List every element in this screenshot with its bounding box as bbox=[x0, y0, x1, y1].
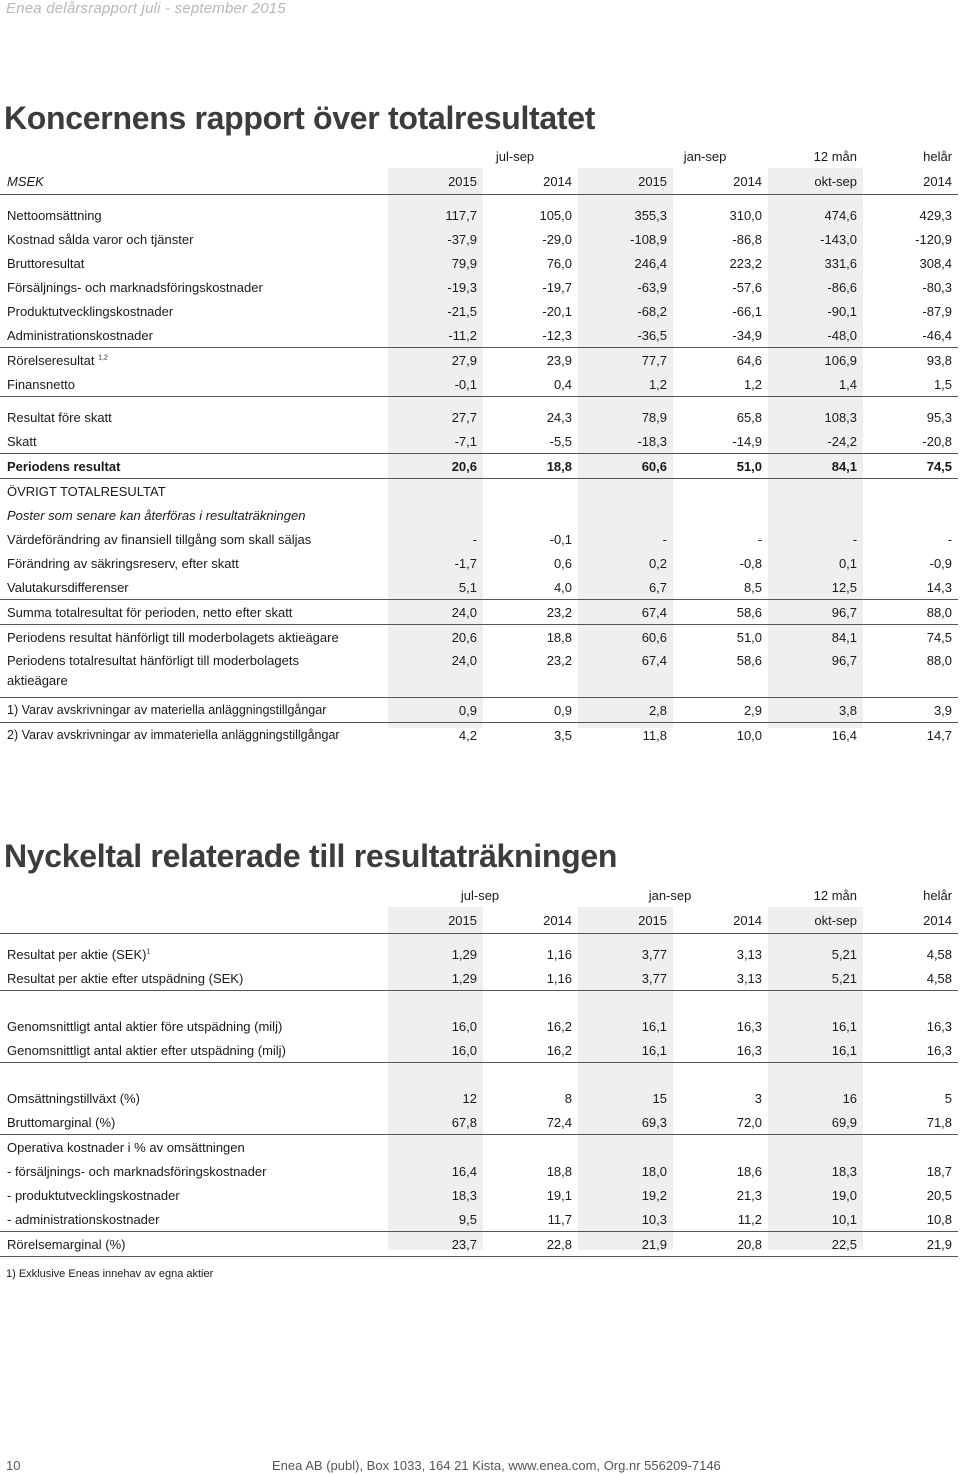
cell: 1,29 bbox=[388, 966, 483, 991]
cell: -34,9 bbox=[732, 327, 763, 343]
cell: 3,77 bbox=[641, 946, 668, 962]
period-header: jan-sep bbox=[648, 888, 692, 903]
row-label: Periodens resultat bbox=[0, 454, 388, 479]
cell: 16,1 bbox=[768, 1038, 863, 1063]
row-label: 1) Varav avskrivningar av materiella anläggningstillgångar bbox=[0, 698, 388, 723]
cell: -20,8 bbox=[863, 429, 958, 454]
footer-address: Enea AB (publ), Box 1033, 164 21 Kista, www.enea.com, Org.nr 556209-7146 bbox=[272, 1458, 721, 1473]
kpi-footnote: 1) Exklusive Eneas innehav av egna aktier bbox=[6, 1268, 214, 1280]
row-label: Nettoomsättning bbox=[7, 207, 102, 223]
cell: 223,2 bbox=[729, 255, 763, 271]
cell: 65,8 bbox=[736, 409, 763, 425]
table-row bbox=[0, 405, 958, 429]
cell: -63,9 bbox=[637, 279, 668, 295]
cell: -36,5 bbox=[637, 327, 668, 343]
cell: 308,4 bbox=[919, 255, 953, 271]
period-header: helår bbox=[923, 149, 953, 164]
cell: 18,6 bbox=[736, 1163, 763, 1179]
cell: 21,3 bbox=[736, 1187, 763, 1203]
row-label: Valutakursdifferenser bbox=[0, 575, 388, 600]
cell: 1,16 bbox=[483, 966, 578, 991]
table-row bbox=[0, 575, 958, 600]
table-row bbox=[0, 625, 958, 650]
cell: 5,1 bbox=[388, 575, 483, 600]
cell: - bbox=[662, 531, 668, 547]
cell: 84,1 bbox=[768, 454, 863, 479]
cell: 3,13 bbox=[673, 966, 768, 991]
cell: 0,1 bbox=[838, 555, 858, 571]
cell: 14,3 bbox=[863, 575, 958, 600]
year-header-row bbox=[0, 169, 958, 195]
cell: 0,6 bbox=[553, 555, 573, 571]
cell: 4,58 bbox=[863, 966, 958, 991]
cell: -86,8 bbox=[732, 231, 763, 247]
cell: 246,4 bbox=[634, 255, 668, 271]
cell: 0,2 bbox=[648, 555, 668, 571]
table-row bbox=[0, 454, 958, 479]
table-row bbox=[0, 275, 958, 299]
cell: -0,1 bbox=[388, 372, 483, 397]
row-label: Administrationskostnader bbox=[7, 327, 153, 343]
row-label: Periodens resultat hänförligt till moderbolagets aktieägare bbox=[7, 629, 339, 645]
cell: 6,7 bbox=[578, 575, 673, 600]
cell: 1,16 bbox=[546, 946, 573, 962]
cell: 79,9 bbox=[451, 255, 477, 271]
cell: -5,5 bbox=[483, 429, 578, 454]
row-label: Resultat per aktie efter utspädning (SEK) bbox=[0, 966, 388, 991]
row-label: Poster som senare kan återföras i resultaträkningen bbox=[7, 507, 306, 523]
cell: 1,29 bbox=[451, 946, 477, 962]
cell: 60,6 bbox=[578, 454, 673, 479]
cell: 105,0 bbox=[539, 207, 573, 223]
income-statement-table bbox=[0, 144, 958, 747]
cell: 5,21 bbox=[831, 946, 858, 962]
cell: -80,3 bbox=[922, 279, 953, 295]
cell: 23,2 bbox=[483, 600, 578, 625]
year-header: 2014 bbox=[673, 169, 768, 195]
cell: 16,2 bbox=[483, 1038, 578, 1063]
cell: 20,6 bbox=[451, 629, 477, 645]
cell: 18,7 bbox=[926, 1163, 953, 1179]
unit-label: MSEK bbox=[0, 169, 388, 195]
row-label: - försäljnings- och marknadsföringskostnader bbox=[7, 1163, 267, 1179]
cell: 8 bbox=[564, 1090, 573, 1106]
cell: -108,9 bbox=[630, 231, 668, 247]
cell: 18,8 bbox=[546, 1163, 573, 1179]
cell: 1,2 bbox=[578, 372, 673, 397]
cell: 21,9 bbox=[863, 1232, 958, 1257]
table-row bbox=[0, 251, 958, 275]
cell: 19,1 bbox=[546, 1187, 573, 1203]
cell: 3,13 bbox=[736, 946, 763, 962]
row-label: Produktutvecklingskostnader bbox=[7, 303, 174, 319]
cell: 88,0 bbox=[863, 600, 958, 625]
cell: 5,21 bbox=[768, 966, 863, 991]
cell: -143,0 bbox=[820, 231, 858, 247]
year-header: 2014 bbox=[483, 169, 578, 195]
cell: 64,6 bbox=[673, 348, 768, 373]
year-header: 2014 bbox=[483, 908, 578, 934]
cell: 117,7 bbox=[445, 207, 477, 223]
cell: 16,3 bbox=[926, 1018, 953, 1034]
table-row bbox=[0, 299, 958, 323]
cell: 23,2 bbox=[483, 649, 578, 698]
cell: 10,3 bbox=[578, 1207, 673, 1232]
cell: 355,3 bbox=[634, 207, 668, 223]
year-header: 2015 bbox=[578, 908, 673, 934]
cell: 18,8 bbox=[483, 454, 578, 479]
cell: 4,58 bbox=[926, 946, 953, 962]
cell: -1,7 bbox=[454, 555, 477, 571]
row-label: Genomsnittligt antal aktier före utspädning (milj) bbox=[7, 1018, 283, 1034]
cell: -90,1 bbox=[827, 303, 858, 319]
cell: 74,5 bbox=[926, 629, 953, 645]
cell: 95,3 bbox=[926, 409, 953, 425]
cell: 3,77 bbox=[578, 966, 673, 991]
year-header: 2015 bbox=[388, 169, 483, 195]
cell: -19,3 bbox=[447, 279, 477, 295]
cell: 93,8 bbox=[863, 348, 958, 373]
cell: 106,9 bbox=[768, 348, 863, 373]
row-label: Omsättningstillväxt (%) bbox=[7, 1090, 140, 1106]
row-label: Förändring av säkringsreserv, efter skatt bbox=[7, 555, 239, 571]
table-row bbox=[0, 527, 958, 551]
cell: -48,0 bbox=[827, 327, 858, 343]
cell: 10,0 bbox=[736, 727, 763, 743]
row-label: Skatt bbox=[0, 429, 388, 454]
year-header: 2014 bbox=[673, 908, 768, 934]
year-header-row bbox=[0, 908, 958, 934]
row-label: - administrationskostnader bbox=[0, 1207, 388, 1232]
cell: 8,5 bbox=[673, 575, 768, 600]
cell: 16,1 bbox=[641, 1018, 668, 1034]
cell: -68,2 bbox=[637, 303, 668, 319]
row-label: Resultat per aktie (SEK)$^1$ bbox=[7, 946, 151, 962]
row-label: Summa totalresultat för perioden, netto efter skatt bbox=[0, 600, 388, 625]
period-header-row bbox=[0, 883, 958, 908]
cell: 58,6 bbox=[673, 649, 768, 698]
cell: 51,0 bbox=[736, 629, 763, 645]
table-row bbox=[0, 429, 958, 454]
cell: - bbox=[472, 531, 477, 547]
cell: - bbox=[852, 531, 858, 547]
cell: 96,7 bbox=[768, 649, 863, 698]
cell: -11,2 bbox=[448, 327, 477, 343]
cell: -7,1 bbox=[388, 429, 483, 454]
cell: 60,6 bbox=[641, 629, 668, 645]
cell: 67,4 bbox=[578, 649, 673, 698]
table-row bbox=[0, 966, 958, 991]
cell: -14,9 bbox=[673, 429, 768, 454]
row-label: Rörelseresultat $^{1,2}$ bbox=[0, 348, 388, 373]
table-row bbox=[0, 1135, 958, 1160]
cell: -46,4 bbox=[922, 327, 953, 343]
cell: 18,0 bbox=[641, 1163, 668, 1179]
cell: 51,0 bbox=[673, 454, 768, 479]
cell: 4,0 bbox=[483, 575, 578, 600]
page-number: 10 bbox=[6, 1458, 21, 1473]
row-label: - produktutvecklingskostnader bbox=[7, 1187, 180, 1203]
row-label: Rörelsemarginal (%) bbox=[0, 1232, 388, 1257]
table-row bbox=[0, 551, 958, 575]
cell: 0,9 bbox=[483, 698, 578, 723]
cell: -18,3 bbox=[578, 429, 673, 454]
footnote-ref: 1 bbox=[146, 948, 151, 956]
cell: 2,9 bbox=[673, 698, 768, 723]
table-row bbox=[0, 227, 958, 251]
cell: 11,2 bbox=[673, 1207, 768, 1232]
cell: 16,0 bbox=[451, 1018, 477, 1034]
cell: -0,1 bbox=[549, 531, 573, 547]
cell: 19,0 bbox=[831, 1187, 858, 1203]
cell: 23,7 bbox=[388, 1232, 483, 1257]
cell: 23,9 bbox=[483, 348, 578, 373]
cell: 77,7 bbox=[578, 348, 673, 373]
cell: 21,9 bbox=[578, 1232, 673, 1257]
cell: -21,5 bbox=[447, 303, 477, 319]
cell: -57,6 bbox=[732, 279, 763, 295]
cell: 108,3 bbox=[824, 409, 858, 425]
cell: 16,1 bbox=[831, 1018, 858, 1034]
table-row bbox=[0, 1207, 958, 1232]
period-header: jul-sep bbox=[460, 888, 500, 903]
report-header-title: Enea delårsrapport juli - september 2015 bbox=[6, 0, 286, 17]
table-row bbox=[0, 1110, 958, 1135]
row-label: 2) Varav avskrivningar av immateriella anläggningstillgångar bbox=[7, 728, 340, 742]
period-header-row bbox=[0, 144, 958, 169]
cell: 19,2 bbox=[641, 1187, 668, 1203]
cell: 96,7 bbox=[768, 600, 863, 625]
cell: 18,3 bbox=[831, 1163, 858, 1179]
cell: 16,4 bbox=[451, 1163, 477, 1179]
cell: 16,3 bbox=[736, 1018, 763, 1034]
year-header: okt-sep bbox=[768, 169, 863, 195]
cell: 71,8 bbox=[863, 1110, 958, 1135]
cell: 11,8 bbox=[642, 727, 668, 743]
cell: -12,3 bbox=[542, 327, 573, 343]
row-label: Periodens totalresultat hänförligt till moderbolagets aktieägare bbox=[0, 649, 388, 698]
cell: 3,5 bbox=[553, 727, 573, 743]
cell: 18,8 bbox=[546, 629, 573, 645]
cell: 76,0 bbox=[546, 255, 573, 271]
cell: 331,6 bbox=[824, 255, 858, 271]
kpi-section-title: Nyckeltal relaterade till resultaträkningen bbox=[4, 838, 618, 874]
table-row bbox=[0, 649, 958, 698]
cell: 16,2 bbox=[546, 1018, 573, 1034]
cell: 3,9 bbox=[863, 698, 958, 723]
cell: 0,4 bbox=[483, 372, 578, 397]
cell: 16 bbox=[842, 1090, 858, 1106]
year-header: 2015 bbox=[578, 169, 673, 195]
row-label: Genomsnittligt antal aktier efter utspädning (milj) bbox=[0, 1038, 388, 1063]
cell: 9,5 bbox=[388, 1207, 483, 1232]
period-header: jul-sep bbox=[495, 149, 535, 164]
cell: -20,1 bbox=[542, 303, 573, 319]
cell: 18,3 bbox=[451, 1187, 477, 1203]
row-label: ÖVRIGT TOTALRESULTAT bbox=[7, 483, 166, 499]
row-label: Kostnad sålda varor och tjänster bbox=[7, 231, 194, 247]
row-label: Finansnetto bbox=[0, 372, 388, 397]
table-row bbox=[0, 1183, 958, 1207]
cell: 16,0 bbox=[388, 1038, 483, 1063]
cell: 24,0 bbox=[388, 600, 483, 625]
table-row bbox=[0, 503, 958, 527]
cell: 10,1 bbox=[768, 1207, 863, 1232]
cell: 1,5 bbox=[863, 372, 958, 397]
cell: 67,4 bbox=[578, 600, 673, 625]
cell: 11,7 bbox=[483, 1207, 578, 1232]
cell: 12,5 bbox=[768, 575, 863, 600]
table-row bbox=[0, 723, 958, 748]
period-header: jan-sep bbox=[683, 149, 727, 164]
table-row bbox=[0, 348, 958, 373]
table-row bbox=[0, 479, 958, 504]
cell: -86,6 bbox=[827, 279, 858, 295]
cell: 3,8 bbox=[768, 698, 863, 723]
table-row bbox=[0, 1159, 958, 1183]
cell: 16,3 bbox=[673, 1038, 768, 1063]
cell: 16,4 bbox=[831, 727, 858, 743]
cell: 2,8 bbox=[578, 698, 673, 723]
cell: 20,5 bbox=[926, 1187, 953, 1203]
kpi-table bbox=[0, 883, 958, 1257]
table-row bbox=[0, 203, 958, 227]
cell: 16,3 bbox=[863, 1038, 958, 1063]
cell: 72,0 bbox=[673, 1110, 768, 1135]
cell: 3 bbox=[754, 1090, 763, 1106]
cell: 15 bbox=[652, 1090, 668, 1106]
cell: -24,2 bbox=[768, 429, 863, 454]
year-header: 2014 bbox=[863, 908, 958, 934]
cell: 0,9 bbox=[388, 698, 483, 723]
cell: 24,3 bbox=[546, 409, 573, 425]
cell: 1,4 bbox=[768, 372, 863, 397]
period-header: 12 mån bbox=[813, 888, 858, 903]
cell: 4,2 bbox=[458, 727, 477, 743]
cell: 58,6 bbox=[673, 600, 768, 625]
cell: -0,9 bbox=[929, 555, 953, 571]
year-header: 2015 bbox=[388, 908, 483, 934]
cell: 84,1 bbox=[831, 629, 858, 645]
cell: - bbox=[947, 531, 953, 547]
cell: -66,1 bbox=[732, 303, 763, 319]
period-header: 12 mån bbox=[813, 149, 858, 164]
table-row bbox=[0, 1038, 958, 1063]
cell: 474,6 bbox=[824, 207, 858, 223]
cell: 74,5 bbox=[863, 454, 958, 479]
cell: 14,7 bbox=[926, 727, 953, 743]
cell: 22,5 bbox=[768, 1232, 863, 1257]
row-label: Försäljnings- och marknadsföringskostnader bbox=[7, 279, 263, 295]
cell: 69,9 bbox=[768, 1110, 863, 1135]
table-row bbox=[0, 1086, 958, 1110]
period-header: helår bbox=[923, 888, 953, 903]
cell: 20,8 bbox=[673, 1232, 768, 1257]
cell: 5 bbox=[944, 1090, 953, 1106]
cell: 16,1 bbox=[578, 1038, 673, 1063]
table-row bbox=[0, 698, 958, 723]
cell: -0,8 bbox=[739, 555, 763, 571]
cell: 67,8 bbox=[388, 1110, 483, 1135]
table-row bbox=[0, 372, 958, 397]
cell: -87,9 bbox=[922, 303, 953, 319]
cell: 27,7 bbox=[451, 409, 477, 425]
cell: -120,9 bbox=[915, 231, 953, 247]
cell: -29,0 bbox=[542, 231, 573, 247]
table-row bbox=[0, 1232, 958, 1257]
cell: - bbox=[757, 531, 763, 547]
cell: 72,4 bbox=[483, 1110, 578, 1135]
cell: 78,9 bbox=[641, 409, 668, 425]
year-header: 2014 bbox=[863, 169, 958, 195]
footnote-ref: 1,2 bbox=[98, 354, 108, 362]
table-row bbox=[0, 600, 958, 625]
row-label: Bruttomarginal (%) bbox=[0, 1110, 388, 1135]
cell: 429,3 bbox=[919, 207, 953, 223]
row-label: Bruttoresultat bbox=[7, 255, 85, 271]
cell: 10,8 bbox=[863, 1207, 958, 1232]
cell: 12 bbox=[462, 1090, 477, 1106]
cell: 1,2 bbox=[673, 372, 768, 397]
cell: 310,0 bbox=[729, 207, 763, 223]
cell: 22,8 bbox=[483, 1232, 578, 1257]
row-label: Operativa kostnader i % av omsättningen bbox=[7, 1139, 245, 1155]
income-section-title: Koncernens rapport över totalresultatet bbox=[4, 100, 596, 136]
table-row bbox=[0, 1014, 958, 1038]
cell: 88,0 bbox=[863, 649, 958, 698]
cell: -37,9 bbox=[447, 231, 477, 247]
cell: 20,6 bbox=[388, 454, 483, 479]
cell: 27,9 bbox=[388, 348, 483, 373]
table-row bbox=[0, 323, 958, 348]
cell: -19,7 bbox=[542, 279, 573, 295]
year-header: okt-sep bbox=[768, 908, 863, 934]
row-label: Resultat före skatt bbox=[7, 409, 112, 425]
cell: 24,0 bbox=[388, 649, 483, 698]
table-row bbox=[0, 942, 958, 966]
cell: 69,3 bbox=[578, 1110, 673, 1135]
row-label: Värdeförändring av finansiell tillgång som skall säljas bbox=[7, 531, 312, 547]
